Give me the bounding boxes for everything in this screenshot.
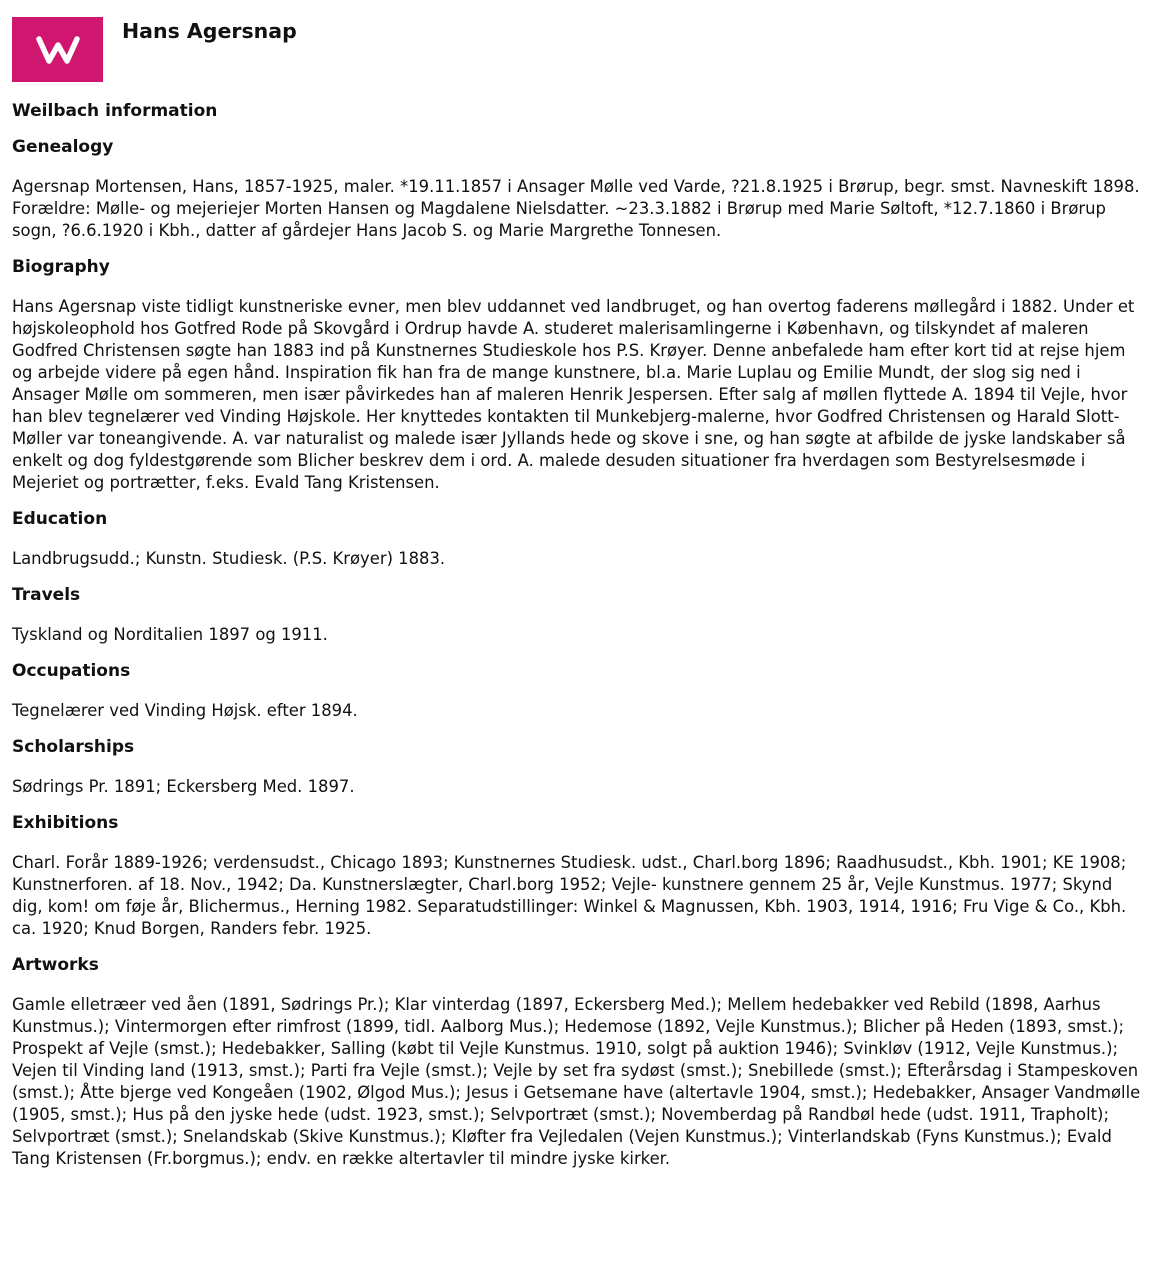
w-letter-icon [36, 36, 80, 64]
scholarships-text: Sødrings Pr. 1891; Eckersberg Med. 1897. [12, 777, 355, 796]
content [12, 98, 1144, 1182]
exhibitions-text: Charl. Forår 1889-1926; verdensudst., Chicago 1893; Kunstnernes Studiesk. udst., Charl.borg 1896; Raadhusudst., Kbh. 1901; KE 1908; Kunstnerforen. af 18. Nov., 1942; Da. Kunstnerslægter, Charl.borg 1952; Vejle- kunstnere gennem 25 år, Vejle Kunstmus. 1977; Skynd dig, kom! om føje år, Blichermus., Herning 1982. Separatudstillinger: Winkel & Magnussen, Kbh. 1903, 1914, 1916; Fru Vige & Co., Kbh. ca. 1920; Knud Borgen, Randers febr. 1925. [12, 853, 1127, 938]
education-heading: Education [12, 509, 108, 529]
genealogy-heading: Genealogy [12, 137, 114, 157]
main-heading: Weilbach information [12, 101, 218, 121]
artworks-text: Gamle elletræer ved åen (1891, Sødrings Pr.); Klar vinterdag (1897, Eckersberg Med.); Mellem hedebakker ved Rebild (1898, Aarhus Kunstmus.); Vintermorgen efter rimfrost (1899, tidl. Aalborg Mus.); Hedemose (1892, Vejle Kunstmus.); Blicher på Heden (1893, smst.); Prospekt af Vejle (smst.); Hedebakker, Salling (købt til Vejle Kunstmus. 1910, solgt på auktion 1946); Svinkløv (1912, Vejle Kunstmus.); Vejen til Vinding land (1913, smst.); Parti fra Vejle (smst.); Vejle by set fra sydøst (smst.); Snebillede (smst.); Efterårsdag i Stampeskoven (smst.); Åtte bjerge ved Kongeåen (1902, Ølgod Mus.); Jesus i Getsemane have (altertavle 1904, smst.); Hedebakker, Ansager Vandmølle (1905, smst.); Hus på den jyske hede (udst. 1923, smst.); Selvportræt (smst.); Novemberdag på Randbøl hede (udst. 1911, Trapholt); Selvportræt (smst.); Snelandskab (Skive Kunstmus.); Kløfter fra Vejledalen (Vejen Kunstmus.); Vinterlandskab (Fyns Kunstmus.); Evald Tang Kristensen (Fr.borgmus.); endv. en række altertavler til mindre jyske kirker. [12, 995, 1141, 1168]
occupations-text: Tegnelærer ved Vinding Højsk. efter 1894. [12, 701, 358, 720]
scholarships-heading: Scholarships [12, 737, 135, 757]
page-title: Hans Agersnap [122, 19, 297, 43]
biography-heading: Biography [12, 257, 110, 277]
travels-text: Tyskland og Norditalien 1897 og 1911. [12, 625, 328, 644]
biography-text: Hans Agersnap viste tidligt kunstneriske evner, men blev uddannet ved landbruget, og han overtog faderens møllegård i 1882. Under et højskoleophold hos Gotfred Rode på Skovgård i Ordrup havde A. studeret malerisamlingerne i København, og tilskyndet af maleren Godfred Christensen søgte han 1883 ind på Kunstnernes Studieskole hos P.S. Krøyer. Denne anbefalede ham efter kort tid at rejse hjem og arbejde videre på egen hånd. Inspiration fik han fra de mange kunstnere, bl.a. Marie Luplau og Emilie Mundt, der slog sig ned i Ansager Mølle om sommeren, men især påvirkedes han af maleren Henrik Jespersen. Efter salg af møllen flyttede A. 1894 til Vejle, hvor han blev tegnelærer ved Vinding Højskole. Her knyttedes kontakten til Munkebjerg-malerne, hvor Godfred Christensen og Harald Slott-Møller var toneangivende. A. var naturalist og malede især Jyllands hede og skove i sne, og han søgte at afbilde de jyske landskaber så enkelt og dog fyldestgørende som Blicher beskrev dem i ord. A. malede desuden situationer fra hverdagen som Bestyrelsesmøde i Mejeriet og portrætter, f.eks. Evald Tang Kristensen. [12, 297, 1135, 492]
education-text: Landbrugsudd.; Kunstn. Studiesk. (P.S. Krøyer) 1883. [12, 549, 446, 568]
travels-heading: Travels [12, 585, 81, 605]
exhibitions-heading: Exhibitions [12, 813, 119, 833]
occupations-heading: Occupations [12, 661, 131, 681]
weilbach-logo [12, 17, 103, 82]
artworks-heading: Artworks [12, 955, 99, 975]
genealogy-text: Agersnap Mortensen, Hans, 1857-1925, maler. *19.11.1857 i Ansager Mølle ved Varde, ?21.8.1925 i Brørup, begr. smst. Navneskift 1898. Forældre: Mølle- og mejeriejer Morten Hansen og Magdalene Nielsdatter. ~23.3.1882 i Brørup med Marie Søltoft, *12.7.1860 i Brørup sogn, ?6.6.1920 i Kbh., datter af gårdejer Hans Jacob S. og Marie Margrethe Tonnesen. [12, 177, 1140, 240]
